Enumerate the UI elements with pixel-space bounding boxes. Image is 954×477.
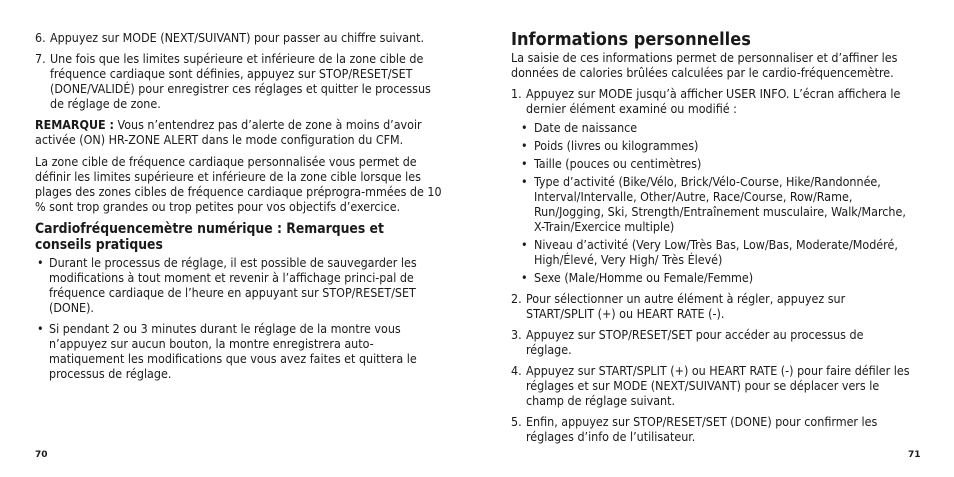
tip-item [35,321,445,381]
step-item [35,51,445,111]
step-text: Appuyez sur MODE (NEXT/SUIVANT) pour passer au chiffre suivant. [50,30,425,45]
bullet-icon: • [521,120,528,135]
user-info-item [511,237,911,267]
user-info-text: Poids (livres ou kilogrammes) [534,138,699,153]
user-info-item [511,174,911,234]
step-number: 2. [511,291,522,306]
step-number: 5. [511,414,522,429]
bullet-icon: • [521,156,528,171]
body-paragraph: La zone cible de fréquence cardiaque personnalisée vous permet de définir les limites supérieure et inférieure de la zone cible lorsque les plages des zones cibles de fréquence cardiaque préprogra-mmées de 10 % sont trop grandes ou trop petites pour vos objectifs d’exercice. [35,154,442,214]
bullet-icon: • [521,174,528,189]
left-page [35,30,445,387]
user-info-item [511,138,911,153]
step-item [35,30,445,45]
user-info-item [511,270,911,285]
bullet-icon: • [37,321,44,336]
page-number-right: 71 [908,450,921,460]
user-info-item [511,120,911,135]
page-title: Informations personnelles [511,29,751,50]
tip-text: Si pendant 2 ou 3 minutes durant le réglage de la montre vous n’appuyez sur aucun bouton, la montre enregistrera auto-matiquement les modifications que vous avez faites et quittera le processus de réglage. [49,321,417,381]
user-info-item [511,156,911,171]
step-item [511,327,911,357]
step-number: 1. [511,86,522,101]
intro-paragraph: La saisie de ces informations permet de personnaliser et d’affiner les données de calories brûlées calculées par le cardio-fréquencemètre. [511,50,898,80]
step-text: Une fois que les limites supérieure et inférieure de la zone cible de fréquence cardiaque sont définies, appuyez sur STOP/RESET/SET (DONE/VALIDÉ) pour enregistrer ces réglages et quitter le processus de réglage de zone. [50,51,431,111]
step-text: Appuyez sur STOP/RESET/SET pour accéder au processus de réglage. [526,327,864,357]
user-info-text: Niveau d’activité (Very Low/Très Bas, Low/Bas, Moderate/Modéré, High/Élevé, Very High/ Très Élevé) [534,237,898,267]
remark [35,117,445,147]
remark-label: REMARQUE : [35,117,114,132]
user-info-text: Taille (pouces ou centimètres) [534,156,702,171]
step-number: 7. [35,51,46,66]
bullet-icon: • [521,237,528,252]
step-number: 6. [35,30,46,45]
user-info-text: Date de naissance [534,120,638,135]
left-steps-list [35,30,445,111]
bullet-icon: • [37,255,44,270]
right-page [511,30,911,450]
step-text: Enfin, appuyez sur STOP/RESET/SET (DONE) pour confirmer les réglages d’info de l’utilisateur. [526,414,878,444]
user-info-text: Type d’activité (Bike/Vélo, Brick/Vélo-Course, Hike/Randonnée, Interval/Intervalle, Other/Autre, Race/Course, Row/Rame, Run/Jogging, Ski, Strength/Entraînement musculaire, Walk/Marche, X-Train/Exercice multiple) [534,174,906,234]
step-text: Appuyez sur START/SPLIT (+) ou HEART RATE (-) pour faire défiler les réglages et sur MODE (NEXT/SUIVANT) pour se déplacer vers le champ de réglage suivant. [526,363,910,408]
tips-list [35,255,445,381]
bullet-icon: • [521,270,528,285]
step-item [511,414,911,444]
step-item [511,86,911,285]
right-steps-list [511,86,911,444]
tip-text: Durant le processus de réglage, il est possible de sauvegarder les modifications à tout moment et revenir à l’affichage princi-pal de fréquence cardiaque de l’heure en appuyant sur STOP/RESET/SET (DONE). [49,255,417,315]
step-item [511,363,911,408]
user-info-list [511,120,911,285]
step-number: 3. [511,327,522,342]
step-item [511,291,911,321]
user-info-text: Sexe (Male/Homme ou Female/Femme) [534,270,754,285]
section-heading: Cardiofréquencemètre numérique : Remarques et conseils pratiques [35,221,384,253]
step-text: Appuyez sur MODE jusqu’à afficher USER INFO. L’écran affichera le dernier élément examiné ou modifié : [526,86,901,116]
tip-item [35,255,445,315]
remark-text: Vous n’entendrez pas d’alerte de zone à moins d’avoir activée (ON) HR-ZONE ALERT dans le mode configuration du CFM. [35,117,422,147]
page-number-left: 70 [35,450,48,460]
bullet-icon: • [521,138,528,153]
step-number: 4. [511,363,522,378]
step-text: Pour sélectionner un autre élément à régler, appuyez sur START/SPLIT (+) ou HEART RATE (-). [526,291,846,321]
